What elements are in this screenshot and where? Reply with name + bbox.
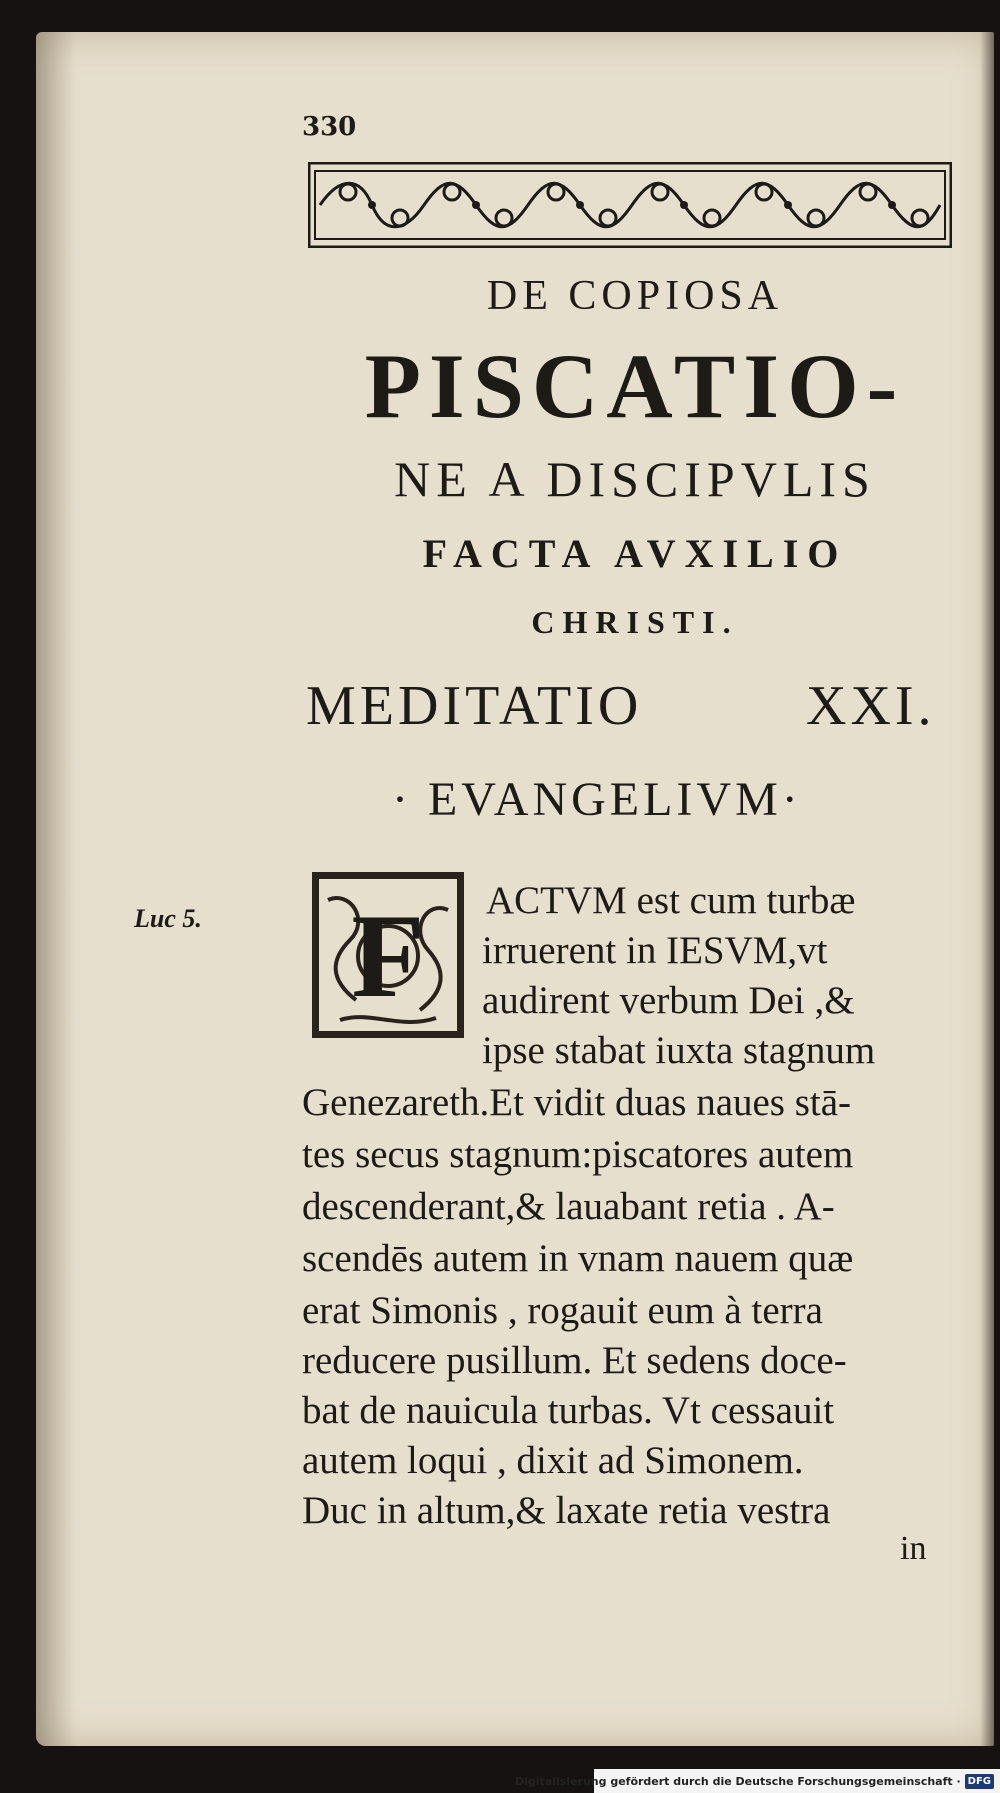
title-line-1: DE COPIOSA xyxy=(486,273,784,319)
initial-letter: F xyxy=(351,889,425,1022)
footer-credit: Digitalisierung gefördert durch die Deutsche Forschungsgemeinschaft · xyxy=(514,1774,961,1788)
title-line-5: CHRISTI. xyxy=(531,604,739,640)
title-line-3: NE A DISCIPVLIS xyxy=(394,451,876,507)
margin-reference: Luc 5. xyxy=(134,904,202,933)
body-line-9: erat Simonis , rogauit eum à terra xyxy=(302,1289,823,1332)
gospel-heading: · EVANGELIVM· xyxy=(392,773,802,826)
body-line-8: scendēs autem in vnam nauem quæ xyxy=(302,1237,854,1280)
body-line-7: descenderant,& lauabant retia . A- xyxy=(302,1185,835,1228)
page-number: 330 xyxy=(302,112,357,142)
body-line-2: irruerent in IESVM,vt xyxy=(482,929,828,972)
body-line-10: reducere pusillum. Et sedens doce- xyxy=(302,1339,847,1382)
ornamental-border-icon xyxy=(308,162,952,248)
catchword: in xyxy=(900,1530,927,1567)
title-line-4: FACTA AVXILIO xyxy=(422,531,848,576)
body-line-12: autem loqui , dixit ad Simonem. xyxy=(302,1439,804,1482)
body-line-13: Duc in altum,& laxate retia vestra xyxy=(302,1489,831,1532)
body-line-11: bat de nauicula turbas. Vt cessauit xyxy=(302,1389,835,1432)
body-line-1: ACTVM est cum turbæ xyxy=(486,879,856,922)
dfg-logo-icon: DFG xyxy=(965,1774,994,1789)
body-line-4: ipse stabat iuxta stagnum xyxy=(482,1029,876,1072)
body-line-5: Genezareth.Et vidit duas naues stā- xyxy=(302,1081,852,1124)
page-gutter-shadow xyxy=(36,32,76,1746)
meditation-number: XXI. xyxy=(806,675,936,737)
decorated-initial-icon xyxy=(310,870,466,1040)
body-line-6: tes secus stagnum:piscatores autem xyxy=(302,1133,854,1176)
page-edge-shadow xyxy=(980,32,994,1746)
body-line-3: audirent verbum Dei ,& xyxy=(482,979,855,1022)
digitization-footer xyxy=(514,1769,1000,1793)
meditation-heading: MEDITATIO xyxy=(306,675,643,737)
title-line-2: PISCATIO- xyxy=(364,335,906,437)
